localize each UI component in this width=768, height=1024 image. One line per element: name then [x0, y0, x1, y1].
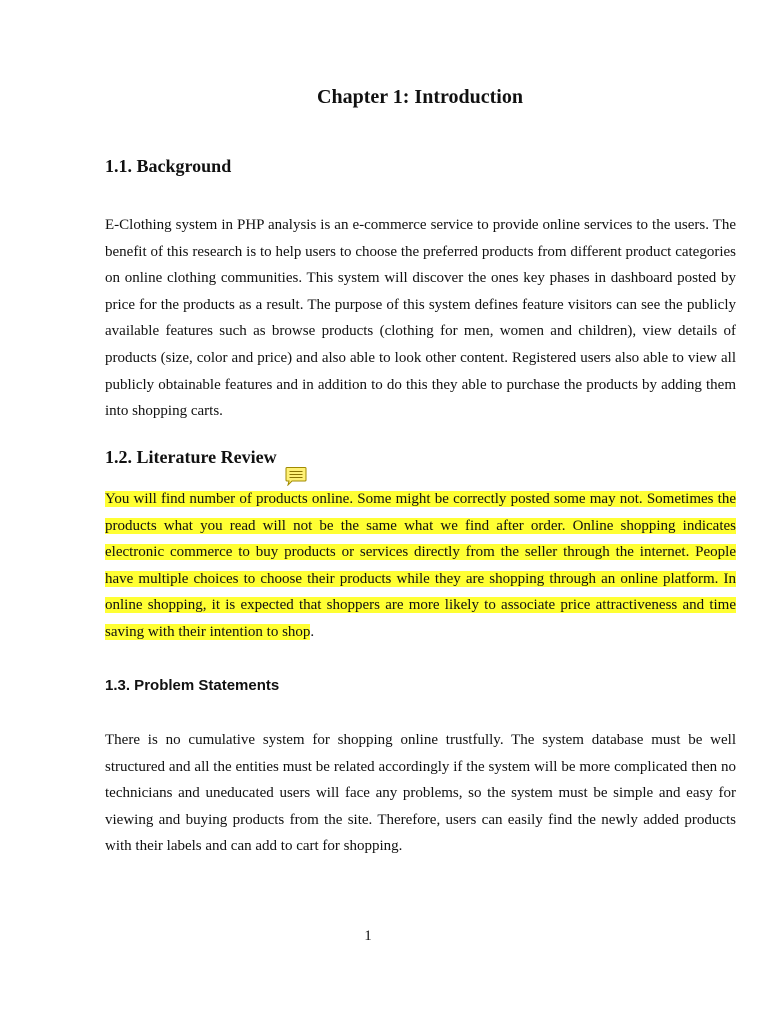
chapter-title: Chapter 1: Introduction — [317, 86, 523, 108]
paragraph-tail: . — [310, 623, 315, 640]
literature-review-paragraph — [105, 486, 736, 646]
section-heading-background: 1.1. Background — [105, 156, 232, 176]
section-heading-literature-review: 1.2. Literature Review — [105, 447, 277, 467]
page-number: 1 — [364, 928, 372, 944]
comment-icon-svg — [285, 466, 307, 486]
background-paragraph: E-Clothing system in PHP analysis is an e-commerce service to provide online services to the users. The benefit of this research is to help users to choose the preferred products from different product categories on online clothing communities. This system will discover the ones key phases in dashboard posted by price for the products as a result. The purpose of this system defines feature visitors can see the publicly available features such as browse products (clothing for men, women and children), view details of products (size, color and price) and also able to look other content. Registered users also able to view all publicly obtainable features and in addition to do this they able to purchase the products by adding them into shopping carts. — [105, 217, 736, 420]
problem-statements-paragraph: There is no cumulative system for shopping online trustfully. The system database must be well structured and all the entities must be related accordingly if the system will be more complicated then no technicians and uneducated users will face any problems, so the system must be simple and easy for viewing and buying products from the site. Therefore, users can easily find the newly added products with their labels and can add to cart for shopping. — [105, 732, 736, 855]
section-heading-problem-statements: 1.3. Problem Statements — [105, 677, 280, 694]
comment-icon[interactable] — [285, 466, 307, 486]
highlighted-text[interactable]: You will find number of products online. Some might be correctly posted some may not. Sometimes the products what you read will not be the same what we find after order. Online shopping indicates electronic commerce to buy products or services directly from the seller through the internet. People have multiple choices to choose their products while they are shopping through an online platform. In online shopping, it is expected that shoppers are more likely to associate price attractiveness and time saving with their intention to shop — [105, 491, 736, 640]
